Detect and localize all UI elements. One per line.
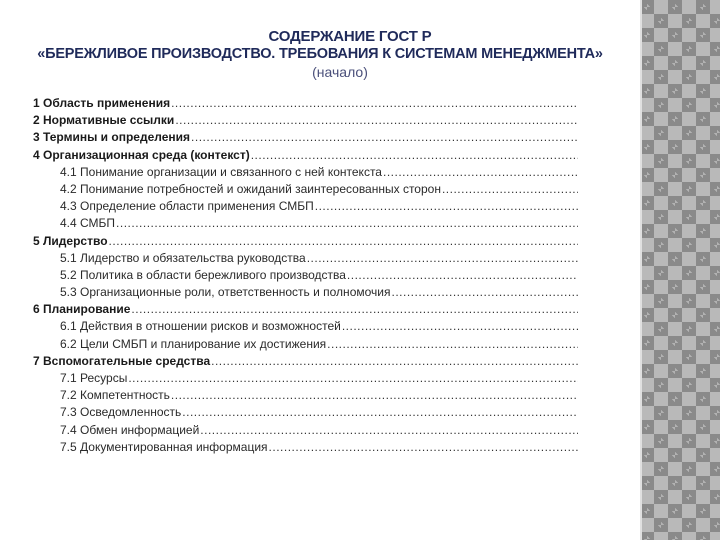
- toc-dot-leader: [131, 301, 578, 318]
- toc-dot-leader: [175, 112, 578, 129]
- toc-subsection: [33, 164, 578, 181]
- toc-entry-label: 3 Термины и определения: [33, 130, 191, 145]
- toc-subsection: [33, 370, 578, 387]
- toc-dot-leader: [327, 336, 578, 353]
- toc-subsection: [33, 318, 578, 335]
- toc-entry-label: 5 Лидерство: [33, 233, 108, 248]
- toc-dot-leader: [211, 353, 578, 370]
- toc-subsection: [33, 198, 578, 215]
- toc-entry-label: 5.1 Лидерство и обязательства руководства: [60, 250, 306, 265]
- toc-dot-leader: [391, 284, 578, 301]
- toc-section: [33, 129, 578, 146]
- toc-subsection: [33, 284, 578, 301]
- toc-section: [33, 95, 578, 112]
- toc-subsection: [33, 267, 578, 284]
- toc-entry-label: 7.5 Документированная информация: [60, 439, 268, 454]
- toc-dot-leader: [269, 439, 578, 456]
- toc-dot-leader: [347, 267, 578, 284]
- toc-entry-label: 6.2 Цели СМБП и планирование их достижения: [60, 336, 327, 351]
- toc-dot-leader: [383, 164, 578, 181]
- toc-section: [33, 112, 578, 129]
- toc-dot-leader: [191, 129, 578, 146]
- toc-dot-leader: [182, 404, 578, 421]
- toc-dot-leader: [171, 95, 578, 112]
- toc-section: [33, 353, 578, 370]
- toc-subsection: [33, 181, 578, 198]
- toc-section: [33, 147, 578, 164]
- toc-entry-label: 1 Область применения: [33, 96, 171, 110]
- toc-entry-label: 4.1 Понимание организации и связанного с ней контекста: [60, 164, 382, 179]
- toc-entry-label: 7.3 Осведомленность: [60, 405, 182, 420]
- toc-dot-leader: [128, 370, 578, 387]
- toc-subsection: [33, 439, 578, 456]
- toc-entry-label: 6.1 Действия в отношении рисков и возможностей: [60, 319, 341, 334]
- toc-entry-label: 7.2 Компетентность: [60, 388, 170, 403]
- toc-section: [33, 233, 578, 250]
- toc-entry-label: 2 Нормативные ссылки: [33, 113, 175, 128]
- toc-entry-label: 5.2 Политика в области бережливого производства: [60, 267, 346, 282]
- toc-entry-label: 4.2 Понимание потребностей и ожиданий заинтересованных сторон: [60, 181, 441, 196]
- toc-entry-label: 5.3 Организационные роли, ответственность и полномочия: [60, 285, 391, 300]
- toc-subsection: [33, 215, 578, 232]
- page-subtitle: (начало): [312, 64, 368, 80]
- toc-entry-label: 4.4 СМБП: [60, 216, 116, 231]
- toc-dot-leader: [116, 215, 578, 232]
- toc-subsection: [33, 250, 578, 267]
- toc-subsection: [33, 336, 578, 353]
- toc-subsection: [33, 387, 578, 404]
- toc-dot-leader: [200, 422, 578, 439]
- toc-dot-leader: [307, 250, 578, 267]
- toc-entry-label: 7 Вспомогательные средства: [33, 353, 211, 368]
- table-of-contents: [33, 95, 578, 456]
- toc-dot-leader: [442, 181, 578, 198]
- toc-dot-leader: [109, 233, 578, 250]
- document-title: «БЕРЕЖЛИВОЕ ПРОИЗВОДСТВО. ТРЕБОВАНИЯ К СИСТЕМАМ МЕНЕДЖМЕНТА»: [37, 46, 603, 62]
- toc-dot-leader: [251, 147, 578, 164]
- toc-entry-label: 4 Организационная среда (контекст): [33, 147, 250, 162]
- toc-dot-leader: [171, 387, 578, 404]
- toc-subsection: [33, 404, 578, 421]
- toc-entry-label: 7.1 Ресурсы: [60, 371, 128, 385]
- toc-dot-leader: [342, 318, 578, 335]
- toc-entry-label: 4.3 Определение области применения СМБП: [60, 199, 314, 214]
- toc-section: [33, 301, 578, 318]
- toc-entry-label: 7.4 Обмен информацией: [60, 422, 200, 437]
- toc-entry-label: 6 Планирование: [33, 302, 131, 317]
- toc-dot-leader: [315, 198, 578, 215]
- decorative-pattern-panel: [640, 0, 720, 540]
- toc-subsection: [33, 422, 578, 439]
- page-title: СОДЕРЖАНИЕ ГОСТ Р: [268, 28, 432, 45]
